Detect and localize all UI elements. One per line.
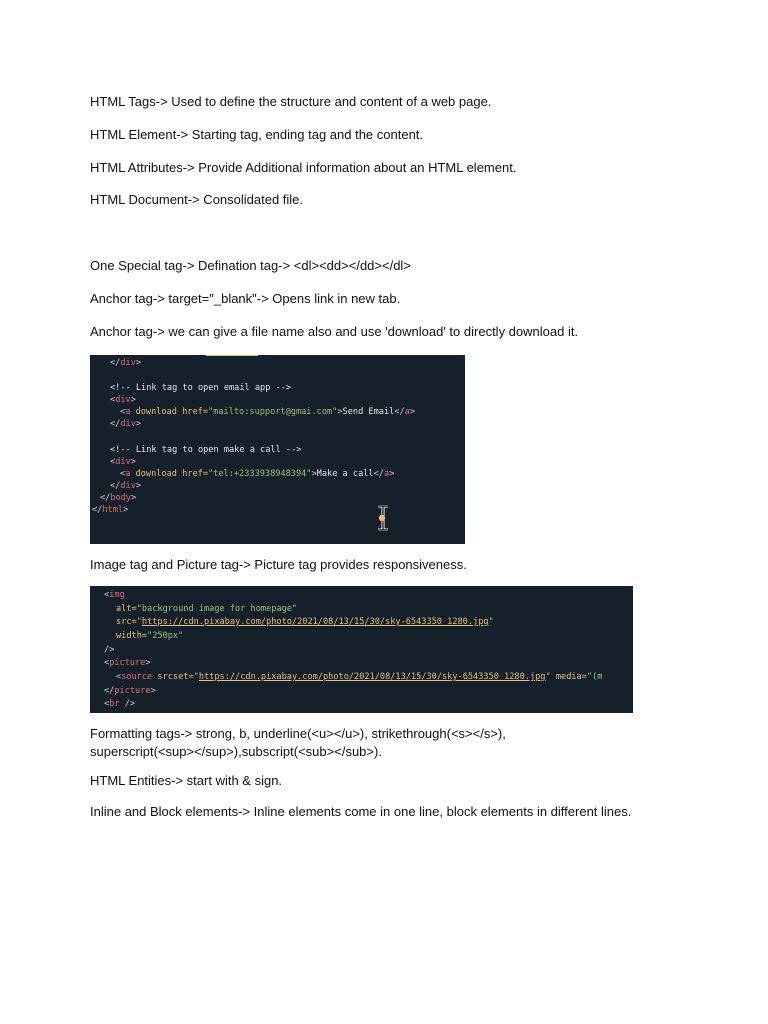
code-line: /> bbox=[104, 645, 115, 655]
code-line: </picture> bbox=[104, 686, 156, 696]
code-line: alt="background image for homepage" bbox=[116, 604, 298, 614]
code-screenshot-img-picture bbox=[90, 586, 633, 713]
code-line: <source srcset="https://cdn.pixabay.com/photo/2021/08/13/15/30/sky-6543350_1280.jpg" media="(m bbox=[116, 672, 603, 682]
code-line: <div> bbox=[110, 457, 136, 467]
paragraph-html-entities: HTML Entities-> start with & sign. bbox=[90, 773, 283, 788]
code-highlight-bar bbox=[206, 355, 258, 356]
paragraph-definition-tag: One Special tag-> Defination tag-> <dl><dd></dd></dl> bbox=[90, 258, 411, 273]
code-line: </div> bbox=[110, 481, 142, 491]
text-cursor-icon bbox=[376, 505, 390, 531]
code-screenshot-anchor-links bbox=[90, 355, 465, 544]
paragraph-anchor-target: Anchor tag-> target="_blank"-> Opens link in new tab. bbox=[90, 291, 401, 306]
code-comment: <!-- Link tag to open make a call --> bbox=[110, 445, 302, 455]
code-line: </div> bbox=[110, 358, 142, 368]
code-line: <a download href="tel:+2333938948394">Make a call</a> bbox=[120, 469, 395, 479]
code-line: </html> bbox=[92, 505, 129, 515]
code-line: <div> bbox=[110, 395, 136, 405]
code-line: width="250px" bbox=[116, 631, 184, 641]
code-comment: <!-- Link tag to open email app --> bbox=[110, 383, 292, 393]
code-line: <a download href="mailto:support@gmai.com">Send Email</a> bbox=[120, 407, 416, 417]
code-line: <br /> bbox=[104, 699, 136, 709]
paragraph-formatting-tags: Formatting tags-> strong, b, underline(<u></u>), strikethrough(<s></s>), bbox=[90, 726, 506, 741]
paragraph-html-attributes: HTML Attributes-> Provide Additional information about an HTML element. bbox=[90, 160, 517, 175]
paragraph-image-picture: Image tag and Picture tag-> Picture tag provides responsiveness. bbox=[90, 557, 467, 572]
code-line: <img bbox=[104, 590, 125, 600]
code-line: <picture> bbox=[104, 658, 151, 668]
paragraph-anchor-download: Anchor tag-> we can give a file name also and use 'download' to directly download it. bbox=[90, 324, 579, 339]
code-line: src="https://cdn.pixabay.com/photo/2021/08/13/15/30/sky-6543350_1280.jpg" bbox=[116, 617, 494, 627]
code-line: </div> bbox=[110, 419, 142, 429]
code-line: </body> bbox=[100, 493, 137, 503]
paragraph-inline-block: Inline and Block elements-> Inline elements come in one line, block elements in different lines. bbox=[90, 804, 632, 819]
paragraph-html-document: HTML Document-> Consolidated file. bbox=[90, 192, 304, 207]
paragraph-html-element: HTML Element-> Starting tag, ending tag and the content. bbox=[90, 127, 424, 142]
paragraph-formatting-tags-continued: superscript(<sup></sup>),subscript(<sub></sub>). bbox=[90, 744, 382, 759]
paragraph-html-tags: HTML Tags-> Used to define the structure and content of a web page. bbox=[90, 94, 492, 109]
